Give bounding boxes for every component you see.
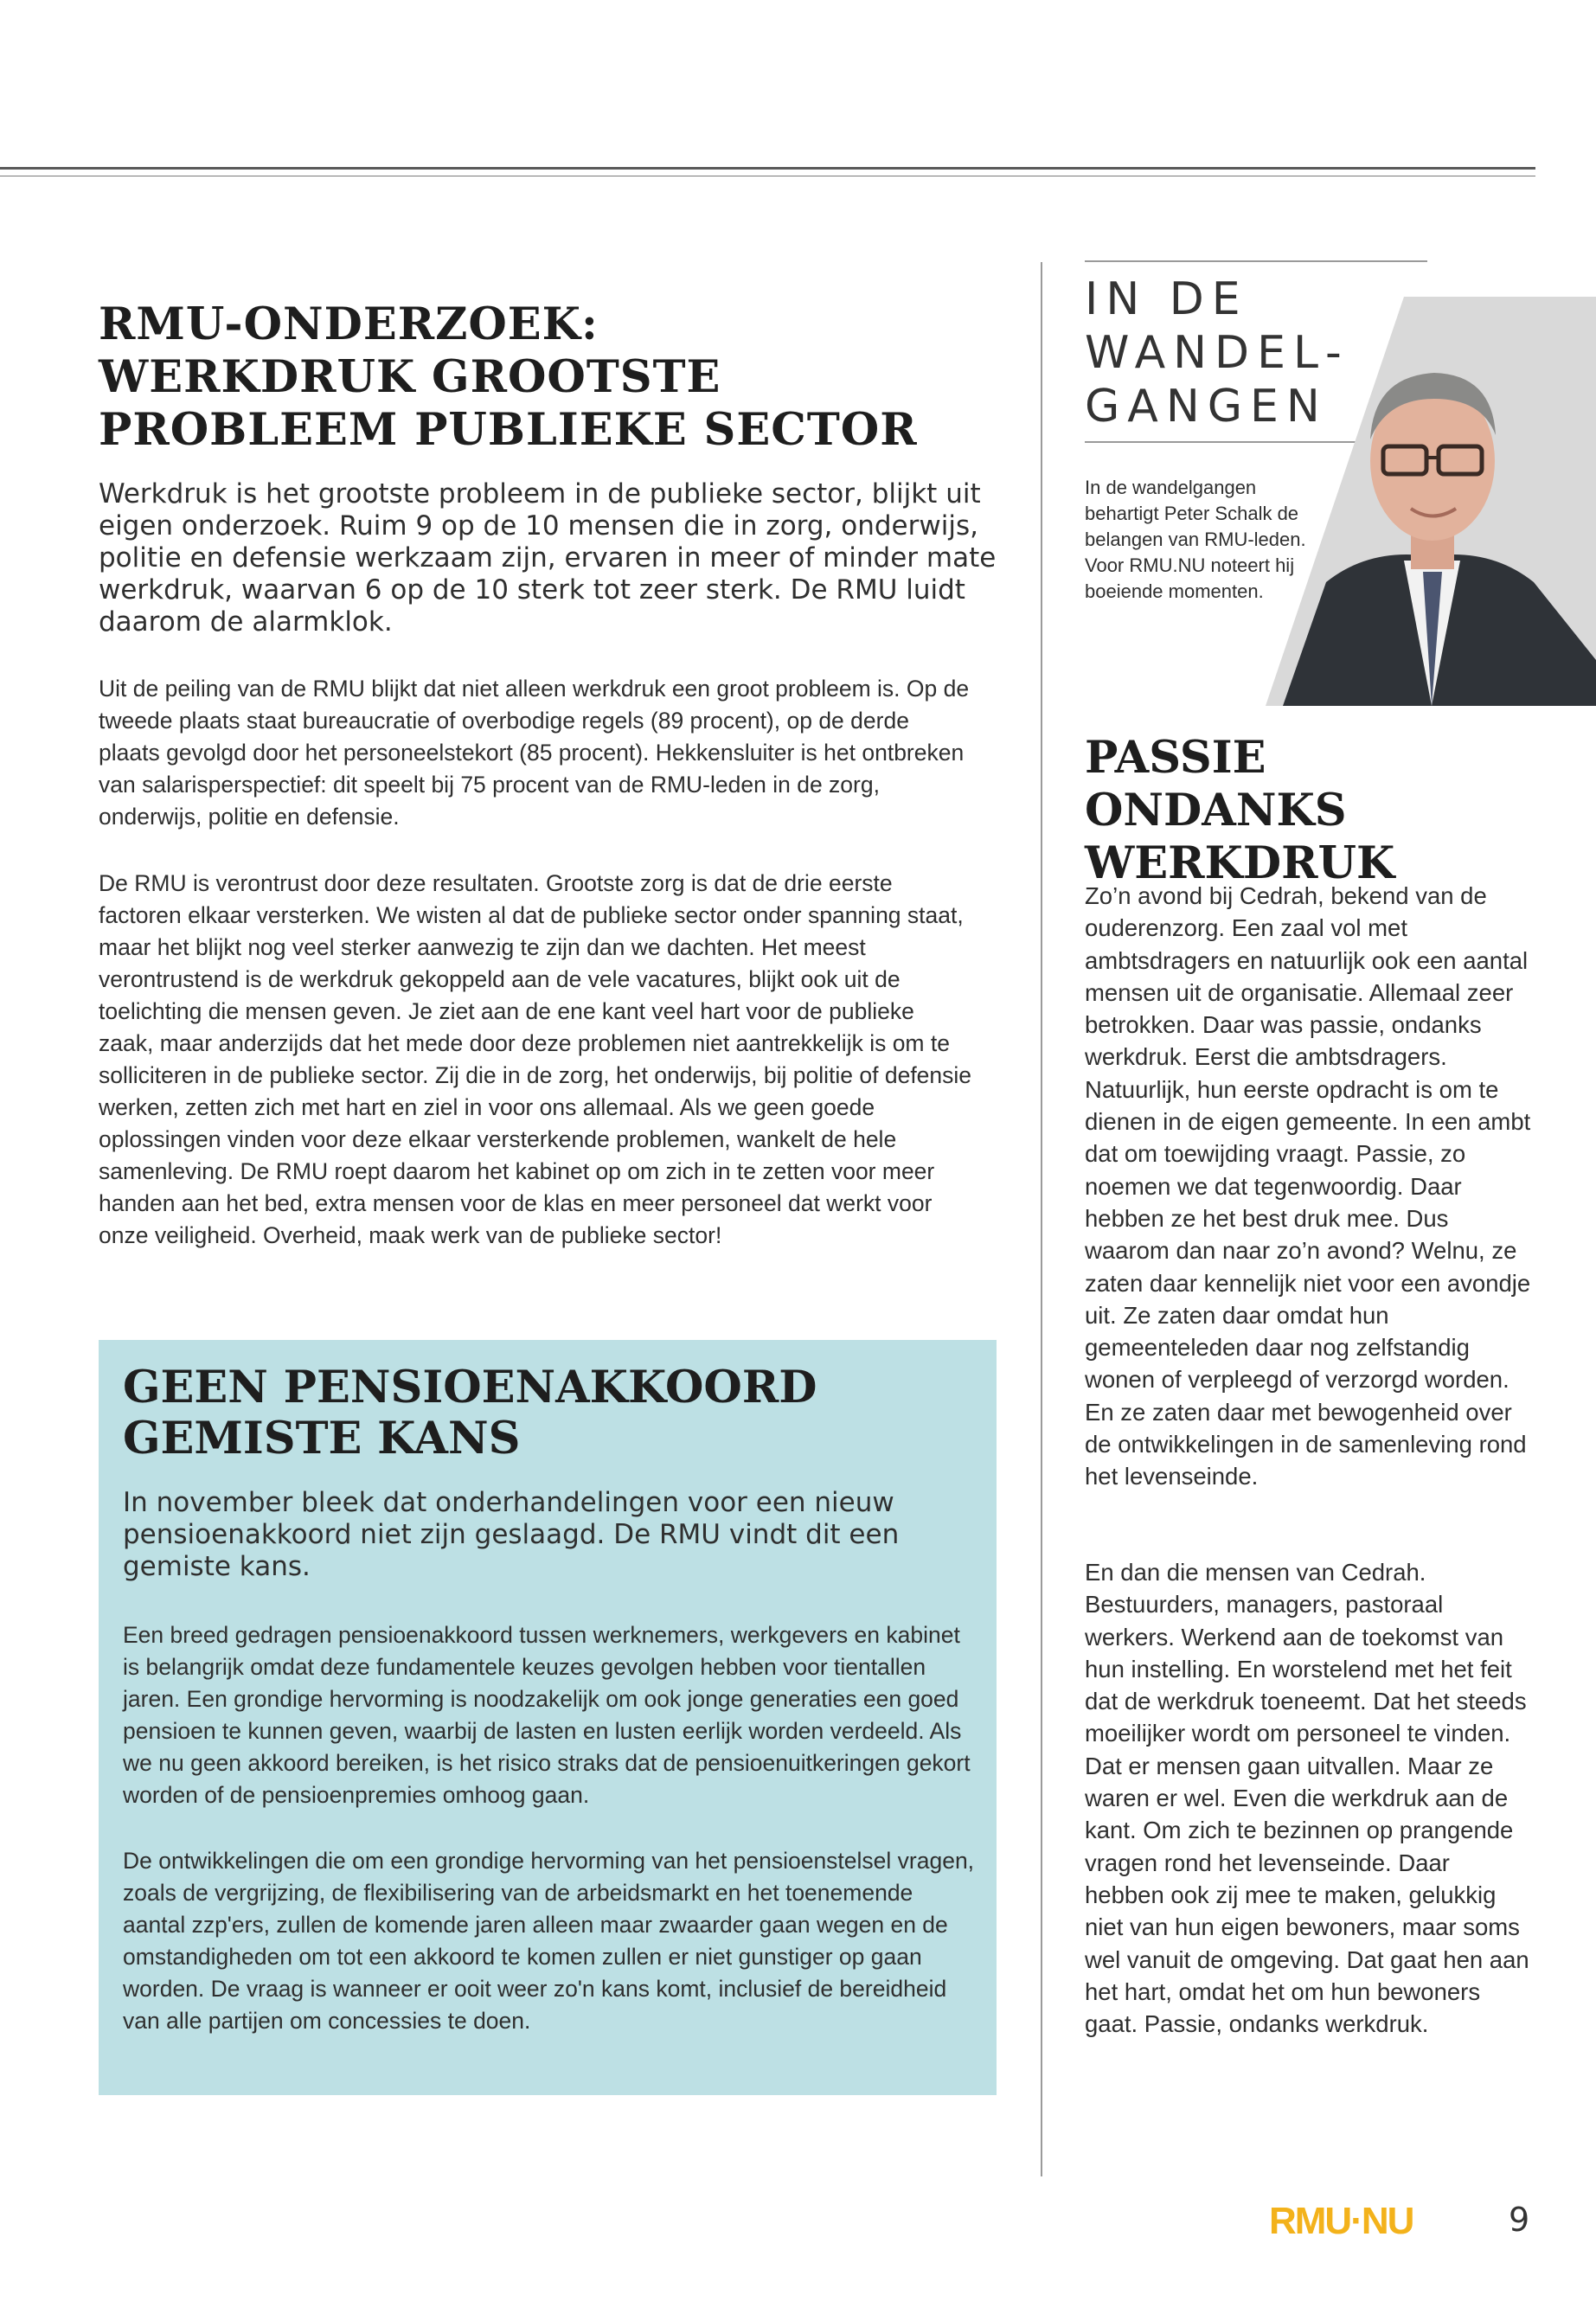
page-number: 9 (1509, 2201, 1530, 2239)
portrait-photo (1266, 297, 1596, 706)
article-title: RMU-ONDERZOEK: WERKDRUK GROOTSTE PROBLEEM PUBLIEKE SECTOR (99, 298, 918, 456)
top-rule (0, 167, 1535, 170)
box-paragraph: De ontwikkelingen die om een grondige hervorming van het pensioenstelsel vragen, zoals de vergrijzing, de flexibilisering van de arbeidsmarkt en het toenemende aantal zzp'ers, zullen de komende jaren alleen maar zwaarder gaan wegen en de omstandigheden om tot een akkoord te komen zullen er niet gunstiger op gaan worden. De vraag is wanneer er ooit weer zo'n kans komt, inclusief de bereidheid van alle partijen om concessies te doen. (123, 1848, 975, 2034)
logo-text: RMU·NU (1269, 2200, 1413, 2242)
box-paragraph: Een breed gedragen pensioenakkoord tussen werknemers, werkgevers en kabinet is belangrijk omdat deze fundamentele keuzes gevolgen hebben voor tientallen jaren. Een grondige hervorming is noodzakelijk om ook jonge generaties een goed pensioen te kunnen geven, waarbij de lasten en lusten eerlijk worden verdeeld. Als we nu geen akkoord bereiken, is het risico straks dat de pensioenuitkeringen gekort worden of de pensioenpremies omhoog gaan. (123, 1622, 971, 1808)
article-paragraph: De RMU is verontrust door deze resultaten. Grootste zorg is dat de drie eerste factoren elkaar versterken. We wisten al dat de publieke sector onder spanning staat, maar het blijkt nog veel sterker aanwezig te zijn dan we dachten. Het meest verontrustend is de werkdruk gekoppeld aan de vele vacatures, blijkt ook uit de toelichting die mensen geven. Je ziet aan de ene kant veel hart voor de publieke zaak, maar anderzijds dat het mede door deze problemen niet aantrekkelijk is om te solliciteren in de publieke sector. Zij die in de zorg, het onderwijs, bij politie of defensie werken, zetten zich met hart en ziel in voor ons allemaal. Als we geen goede oplossingen vinden voor deze elkaar versterkende problemen, wankelt de hele samenleving. De RMU roept daarom het kabinet op om zich in te zetten voor meer handen aan het bed, extra mensen voor de klas en meer personeel dat werkt voor onze veiligheid. Overheid, maak werk van de publieke sector! (99, 870, 972, 1248)
article-paragraph: Uit de peiling van de RMU blijkt dat niet alleen werkdruk een groot probleem is. Op de tweede plaats staat bureaucratie of overbodige regels (89 procent), op de derde plaats gevolgd door het personeelstekort (85 procent). Hekkensluiter is het ontbreken van salarisperspectief: dit speelt bij 75 procent van de RMU-leden in de zorg, onderwijs, politie en defensie. (99, 676, 970, 830)
sidebar-header: IN DE WANDEL- GANGEN (1085, 273, 1349, 433)
box-lede: In november bleek dat onderhandelingen voor een nieuw pensioenakkoord niet zijn geslaagd. De RMU vindt dit een gemiste kans. (123, 1487, 900, 1582)
pension-box (99, 1340, 997, 2095)
sidebar-rule-top (1085, 260, 1427, 262)
sidebar-paragraph: Zo’n avond bij Cedrah, bekend van de ouderenzorg. Een zaal vol met ambtsdragers en natuurlijk ook een aantal mensen uit de organisatie. Allemaal zeer betrokken. Daar was passie, ondanks werkdruk. Eerst die ambtsdragers. Natuurlijk, hun eerste opdracht is om te dienen in de eigen gemeente. In een ambt dat om toewijding vraagt. Passie, zo noemen we dat tegenwoordig. Daar hebben ze het best druk mee. Dus waarom dan naar zo’n avond? Welnu, ze zaten daar kennelijk niet voor een avondje uit. Ze zaten daar omdat hun gemeenteleden daar nog zelfstandig wonen of verpleegd of verzorgd worden. En ze zaten daar met bewogenheid over de ontwikkelingen in de samenleving rond het levenseinde. (1085, 882, 1531, 1490)
column-divider (1041, 262, 1042, 2176)
article-lede: Werkdruk is het grootste probleem in de publieke sector, blijkt uit eigen onderzoek. Ruim 9 op de 10 mensen die in zorg, onderwijs, politie en defensie werkzaam zijn, ervaren in meer of minder mate werkdruk, waarvan 6 op de 10 sterk tot zeer sterk. De RMU luidt daarom de alarmklok. (99, 478, 997, 638)
sidebar-title: PASSIE ONDANKS WERKDRUK (1085, 732, 1395, 889)
rmu-nu-logo (1269, 2202, 1433, 2241)
box-title: GEEN PENSIOENAKKOORD GEMISTE KANS (123, 1362, 817, 1465)
sidebar-intro: In de wandelgangen behartigt Peter Schalk de belangen van RMU-leden. Voor RMU.NU noteert hij boeiende momenten. (1085, 477, 1306, 602)
sidebar-paragraph: En dan die mensen van Cedrah. Bestuurders, managers, pastoraal werkers. Werkend aan de toekomst van hun instelling. En worstelend met het feit dat de werkdruk toeneemt. Dat het steeds moeilijker wordt om personeel te vinden. Dat er mensen gaan uitvallen. Maar ze waren er wel. Even die werkdruk aan de kant. Om zich te bezinnen op prangende vragen rond het levenseinde. Daar hebben ook zij mee te maken, gelukkig niet van hun eigen bewoners, maar soms wel vanuit de omgeving. Dat gaat hen aan het hart, omdat het om hun bewoners gaat. Passie, ondanks werkdruk. (1085, 1559, 1529, 2038)
